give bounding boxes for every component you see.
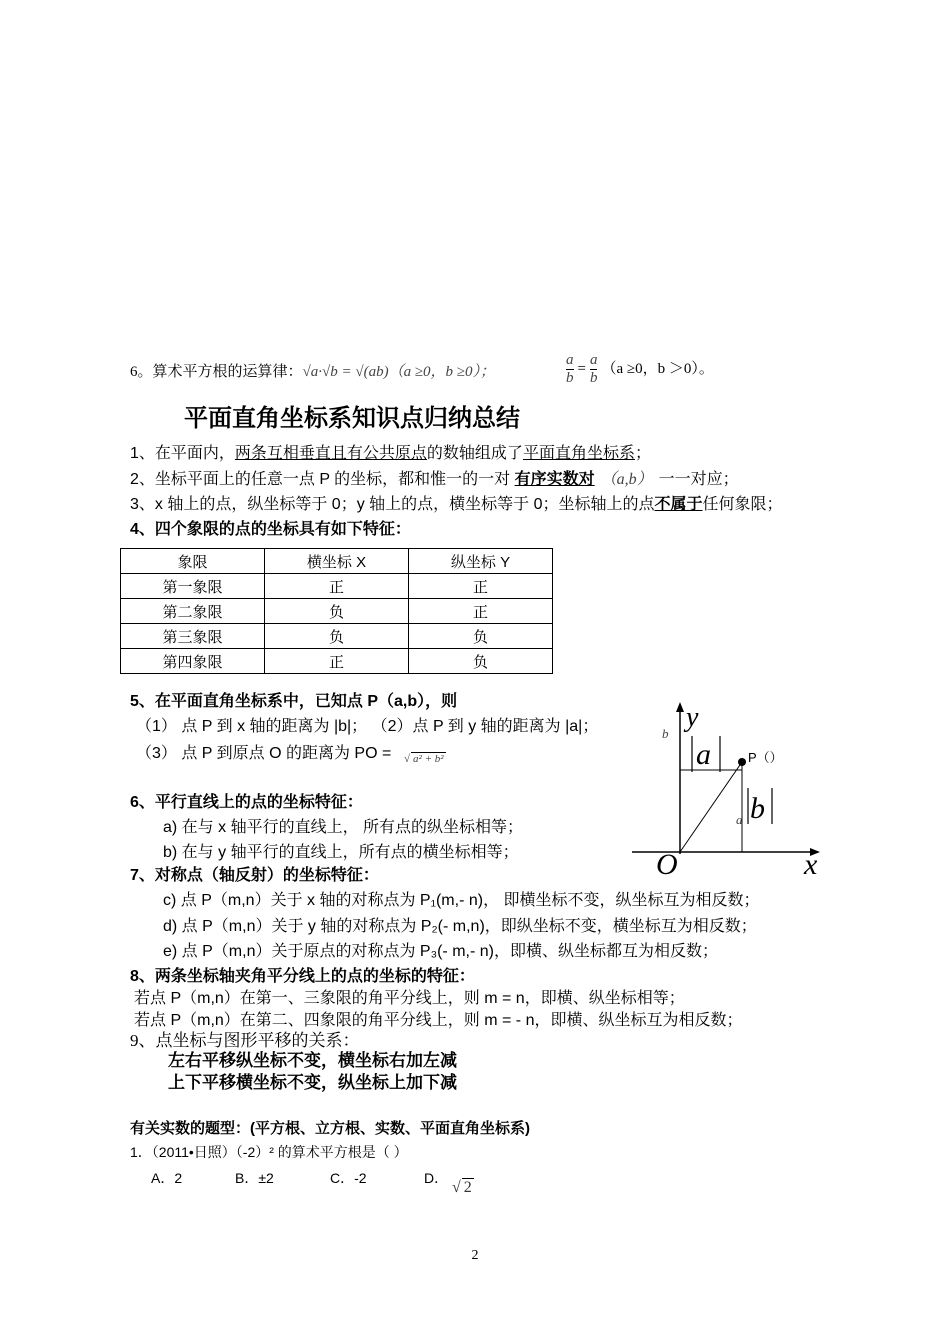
table-cell: 第一象限 xyxy=(121,574,265,599)
point-5-heading: 5、在平面直角坐标系中，已知点 P（a,b），则 xyxy=(130,693,458,710)
point-6-heading: 6、平行直线上的点的坐标特征： xyxy=(130,794,363,811)
point-1-text: 1、在平面内， xyxy=(130,445,235,462)
coordinate-figure xyxy=(628,700,828,890)
point-9-line-2: 上下平移横坐标不变，纵坐标上加下减 xyxy=(168,1073,457,1092)
table-cell: 正 xyxy=(409,574,553,599)
distance-formula-radicand: a² + b² xyxy=(413,753,444,765)
point-p xyxy=(738,758,746,766)
point-3-bold: 不属于 xyxy=(654,496,703,513)
point-2-bold: 有序实数对 xyxy=(514,471,595,488)
point-3-end: 任何象限； xyxy=(702,496,783,513)
distance-formula: √ a² + b² xyxy=(404,753,444,765)
rule6-div-condition: （a ≥0，b ＞0）。 xyxy=(601,360,714,377)
table-header-row xyxy=(121,549,553,574)
y-axis-label: y xyxy=(686,702,699,733)
page-title: 平面直角坐标系知识点归纳总结 xyxy=(184,405,520,432)
table-cell: 第四象限 xyxy=(121,649,265,674)
table-header-cell: 象限 xyxy=(121,549,265,574)
question-1-option-b: B．±2 xyxy=(235,1170,274,1186)
rule6-div-right xyxy=(590,352,598,387)
table-cell: 第三象限 xyxy=(121,624,265,649)
rule6-mult-formula: √a·√b = √(ab)（a ≥0，b ≥0）； xyxy=(302,364,496,380)
b-tick-label: b xyxy=(662,726,669,741)
table-row xyxy=(121,599,553,624)
point-4-heading: 4、四个象限的点的坐标具有如下特征： xyxy=(130,521,411,538)
sqrt-radicand: 2 xyxy=(463,1179,472,1196)
y-axis-arrow-icon xyxy=(676,702,684,712)
point-2-text: 2、坐标平面上的任意一点 P 的坐标，都和惟一的一对 xyxy=(130,471,515,488)
quadrant-table xyxy=(120,548,553,674)
origin-label: O xyxy=(656,848,678,881)
rule6-div-right-num: a xyxy=(589,352,598,368)
x-axis-label: x xyxy=(804,848,818,881)
a-tick-label: a xyxy=(736,812,743,827)
rule6-line xyxy=(130,360,495,381)
table-header-cell: 横坐标 X xyxy=(265,549,409,574)
abs-b-label: b xyxy=(750,792,765,825)
table-cell: 负 xyxy=(409,624,553,649)
table-row xyxy=(121,574,553,599)
question-1-option-c: C．-2 xyxy=(330,1170,367,1186)
question-1-stem: 1．（2011•日照）（-2）² 的算术平方根是（ ） xyxy=(130,1144,408,1160)
table-cell: 正 xyxy=(265,574,409,599)
table-cell: 负 xyxy=(265,599,409,624)
point-1-end: ； xyxy=(634,445,651,462)
point-6-item-b: b) 在与 y 轴平行的直线上，所有点的横坐标相等； xyxy=(163,844,519,861)
point-7-heading: 7、对称点（轴反射）的坐标特征： xyxy=(130,867,379,884)
point-2-end: 一一对应； xyxy=(658,471,739,488)
point-1-mid: 的数轴组成了 xyxy=(426,445,523,462)
point-7-item-e: e) 点 P（m,n）关于原点的对称点为 P₃(- m,- n)，即横、纵坐标都互为相反数； xyxy=(163,943,718,960)
point-9-heading: 9、点坐标与图形平移的关系： xyxy=(130,1031,360,1050)
question-1-option-a: A．2 xyxy=(151,1170,183,1186)
point-5-item-3-text: （3） 点 P 到原点 O 的距离为 PO = xyxy=(136,745,392,762)
rule6-prefix: 6。算术平方根的运算律： xyxy=(130,364,303,380)
point-7-item-c: c) 点 P（m,n）关于 x 轴的对称点为 P₁(m,- n)， 即横坐标不变，纵坐标互为相反数； xyxy=(163,892,760,909)
point-1 xyxy=(130,440,651,463)
table-cell: 负 xyxy=(409,649,553,674)
segment-op xyxy=(680,762,742,852)
table-cell: 正 xyxy=(265,649,409,674)
section-heading: 有关实数的题型：(平方根、立方根、实数、平面直角坐标系) xyxy=(130,1120,530,1137)
point-8-heading: 8、两条坐标轴夹角平分线上的点的坐标的特征： xyxy=(130,968,475,985)
table-row xyxy=(121,624,553,649)
point-8-line-1: 若点 P（m,n）在第一、三象限的角平分线上，则 m = n，即横、纵坐标相等； xyxy=(134,990,685,1007)
table-cell: 负 xyxy=(265,624,409,649)
rule6-div-left xyxy=(566,352,574,387)
point-6-item-a: a) 在与 x 轴平行的直线上， 所有点的纵坐标相等； xyxy=(163,819,524,836)
table-row xyxy=(121,649,553,674)
table-cell: 第二象限 xyxy=(121,599,265,624)
point-9-line-1: 左右平移纵坐标不变，横坐标右加左减 xyxy=(168,1051,457,1070)
point-5-item-1: （1） 点 P 到 x 轴的距离为 |b|； （2）点 P 到 y 轴的距离为 |a|； xyxy=(136,718,599,735)
point-5-item-3 xyxy=(136,740,391,763)
rule6-div-left-den: b xyxy=(566,370,574,386)
rule6-div-left-num: a xyxy=(566,352,574,368)
rule6-div-right-den: b xyxy=(589,370,598,386)
point-2 xyxy=(130,466,739,489)
point-3-text: 3、x 轴上的点，纵坐标等于 0；y 轴上的点，横坐标等于 0；坐标轴上的点 xyxy=(130,496,655,513)
table-cell: 正 xyxy=(409,599,553,624)
point-8-line-2: 若点 P（m,n）在第二、四象限的角平分线上，则 m = - n，即横、纵坐标互为相反数； xyxy=(134,1012,743,1029)
point-p-label: P（） xyxy=(748,750,783,765)
point-3 xyxy=(130,491,783,514)
point-1-underline-1: 两条互相垂直且有公共原点 xyxy=(234,445,427,462)
point-2-pair: （a,b） xyxy=(600,471,653,488)
question-1-option-d-value: √ 2 xyxy=(452,1179,472,1196)
question-1-option-d: D． xyxy=(424,1170,449,1186)
abs-a-label: a xyxy=(696,738,711,771)
point-1-underline-2: 平面直角坐标系 xyxy=(522,445,635,462)
point-7-item-d: d) 点 P（m,n）关于 y 轴的对称点为 P₂(- m,n)，即纵坐标不变，横坐标互为相反数； xyxy=(163,918,757,935)
page-number: 2 xyxy=(471,1248,479,1263)
rule6-div-formula: $\frac{a}{b}$ = $\frac{a}{b}$ （a ≥0，b ＞0）。 xyxy=(566,352,714,386)
table-header-cell: 纵坐标 Y xyxy=(409,549,553,574)
